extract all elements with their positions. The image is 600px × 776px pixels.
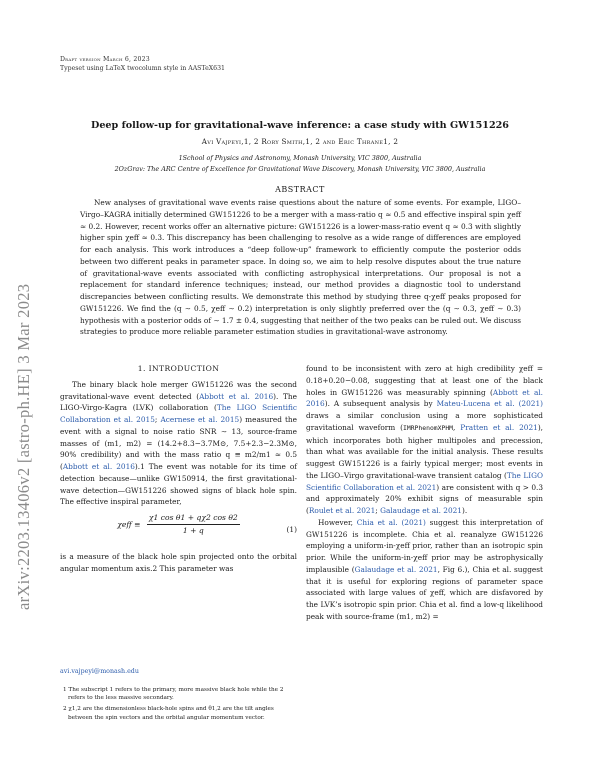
- citation-link[interactable]: Acernese et al. 2015: [160, 415, 240, 424]
- draft-line: Draft version March 6, 2023: [60, 56, 150, 63]
- waveform-name: IMRPhenomXPHM: [403, 423, 454, 432]
- equation-1: [60, 513, 297, 547]
- citation-link[interactable]: Galaudage et al. 2021: [354, 564, 438, 574]
- footnotes: [60, 686, 297, 725]
- author-list: Avi Vajpeyi,1, 2 Rory Smith,1, 2 and Eric Thrane1, 2: [201, 137, 399, 146]
- equation-denominator: 1 + q: [182, 526, 204, 535]
- intro-paragraph-4: However, Chia et al. (2021) suggest this interpretation of GW151226 is incomplete. Chia et al. reanalyze GW151226 employing a uniform-in-χeff prior, rather than an isotropic spin prior. While the uniform-in-χeff prior may be astrophysically implausible (Galaudage et al. 2021, Fig 6.), Chia et al. suggest that it is useful for exploring regions of parameter space associated with large values of χeff, which are disfavored by the LVK’s isotropic spin prior. Chia et al. find a low-q likelihood peak with source-frame (m1, m2) =: [306, 517, 544, 621]
- equation-fraction: [147, 513, 240, 536]
- affiliation-1: 1School of Physics and Astronomy, Monash University, VIC 3800, Australia: [178, 154, 422, 162]
- affiliation-2: 2OzGrav: The ARC Centre of Excellence for Gravitational Wave Discovery, Monash University, VIC 3800, Australia: [114, 165, 486, 173]
- citation-link[interactable]: Galaudage et al. 2021: [380, 506, 462, 515]
- citation-link[interactable]: Abbott et al. 2016: [62, 462, 135, 471]
- citation-link[interactable]: The LIGO Scientific Collaboration et al. 2015: [60, 403, 298, 424]
- intro-paragraph-1: The binary black hole merger GW151226 was the second gravitational-wave event detected (Abbott et al. 2016). The LIGO-Virgo-Kagra (LVK) collaboration (The LIGO Scientific Collaboration et al. 2015; Acernese et al. 2015) measured the event with a signal to noise ratio SNR ∼ 13, source-frame masses of (m1, m2) = (14.2+8.3−3.7M⊙, 7.5+2.3−2.3M⊙, 90% credibility) and with the mass ratio q ≡ m2/m1 ≈ 0.5 (Abbott et al. 2016).1 The event was notable for its time of detection because—unlike GW150914, the first gravitational-wave detection—GW151226 showed signs of black hole spin. The effective inspiral parameter,: [60, 379, 298, 507]
- author-email-link[interactable]: avi.vajpeyi@monash.edu: [60, 668, 139, 675]
- right-column: [306, 363, 543, 623]
- equation-number: (1): [286, 525, 297, 534]
- intro-paragraph-2: is a measure of the black hole spin projected onto the orbital angular momentum axis.2 This parameter was: [60, 552, 297, 573]
- citation-link[interactable]: Abbott et al. 2016: [306, 387, 544, 409]
- equation-lhs: χeff ≡: [117, 519, 141, 529]
- footnote-2: 2 χ1,2 are the dimensionless black-hole spins and θ1,2 are the tilt angles between the spin vectors and the orbital angular momentum vector.: [63, 706, 274, 721]
- citation-link[interactable]: Mateu-Lucena et al. (2021): [436, 399, 543, 409]
- abstract-heading: ABSTRACT: [275, 185, 325, 194]
- citation-link[interactable]: Abbott et al. 2016: [199, 391, 274, 401]
- abstract-text: New analyses of gravitational wave events raise questions about the nature of some events. For example, LIGO–Virgo–KAGRA initially determined GW151226 to be a merger with a mass-ratio q ≈ 0.5 and effective inspiral spin χeff ≈ 0.2. However, recent works offer an alternative picture: GW151226 is a lower-mass-ratio event q ≈ 0.3 with slightly higher spin χeff ≈ 0.3. This discrepancy has been challenging to resolve as a wide range of differences are employed for each analysis. This work introduces a “deep follow-up” framework to efficiently compute the posterior odds between two different peaks in parameter space. In doing so, we aim to help resolve disputes about the true nature of gravitational-wave events associated with conflicting astrophysical interpretations. Our proposal is not a replacement for standard inference techniques; instead, our method provides a diagnostic tool to understand discrepancies between conflicting results. We demonstrate this method by studying three q-χeff peaks proposed for GW151226. We find the (q ∼ 0.5, χeff ∼ 0.2) interpretation is only slightly preferred over the (q ∼ 0.3, χeff ∼ 0.3) hypothesis with a posterior odds of ∼ 1.7 ± 0.4, suggesting that neither of the two peaks can be ruled out. We discuss strategies to produce more reliable parameter estimation studies in gravitational-wave astronomy.: [80, 198, 521, 337]
- arxiv-stamp[interactable]: arXiv:2203.13406v2 [astro-ph.HE] 3 Mar 2023: [14, 283, 33, 610]
- typeset-line: Typeset using LaTeX twocolumn style in AASTeX631: [60, 65, 225, 72]
- citation-link[interactable]: Roulet et al. 2021: [308, 506, 376, 515]
- header-meta: [60, 55, 225, 73]
- equation-numerator: χ1 cos θ1 + qχ2 cos θ2: [147, 513, 240, 525]
- citation-link[interactable]: The LIGO Scientific Collaboration et al. 2021: [306, 470, 543, 492]
- citation-link[interactable]: Chia et al. (2021): [356, 517, 426, 527]
- left-column: [60, 363, 297, 575]
- paper-title: Deep follow-up for gravitational-wave inference: a case study with GW151226: [91, 120, 509, 131]
- section-heading-introduction: 1. INTRODUCTION: [137, 364, 220, 373]
- intro-paragraph-3: found to be inconsistent with zero at high credibility χeff = 0.18+0.20−0.08, suggesting that at least one of the black holes in GW151226 was measurably spinning (Abbott et al. 2016). A subsequent analysis by Mateu-Lucena et al. (2021) draws a similar conclusion using a more sophisticated gravitational waveform (IMRPhenomXPHM, Pratten et al. 2021), which incorporates both higher multipoles and precession, than what was available for the initial analysis. These results suggest GW151226 is a fairly typical merger; most events in the LIGO–Virgo gravitational-wave transient catalog (The LIGO Scientific Collaboration et al. 2021) are consistent with q > 0.3 and approximately 20% exhibit signs of measurable spin (Roulet et al. 2021; Galaudage et al. 2021).: [306, 364, 544, 515]
- citation-link[interactable]: Pratten et al. 2021: [460, 422, 538, 432]
- footnote-1: 1 The subscript 1 refers to the primary, more massive black hole while the 2 refers to the less massive secondary.: [63, 687, 284, 702]
